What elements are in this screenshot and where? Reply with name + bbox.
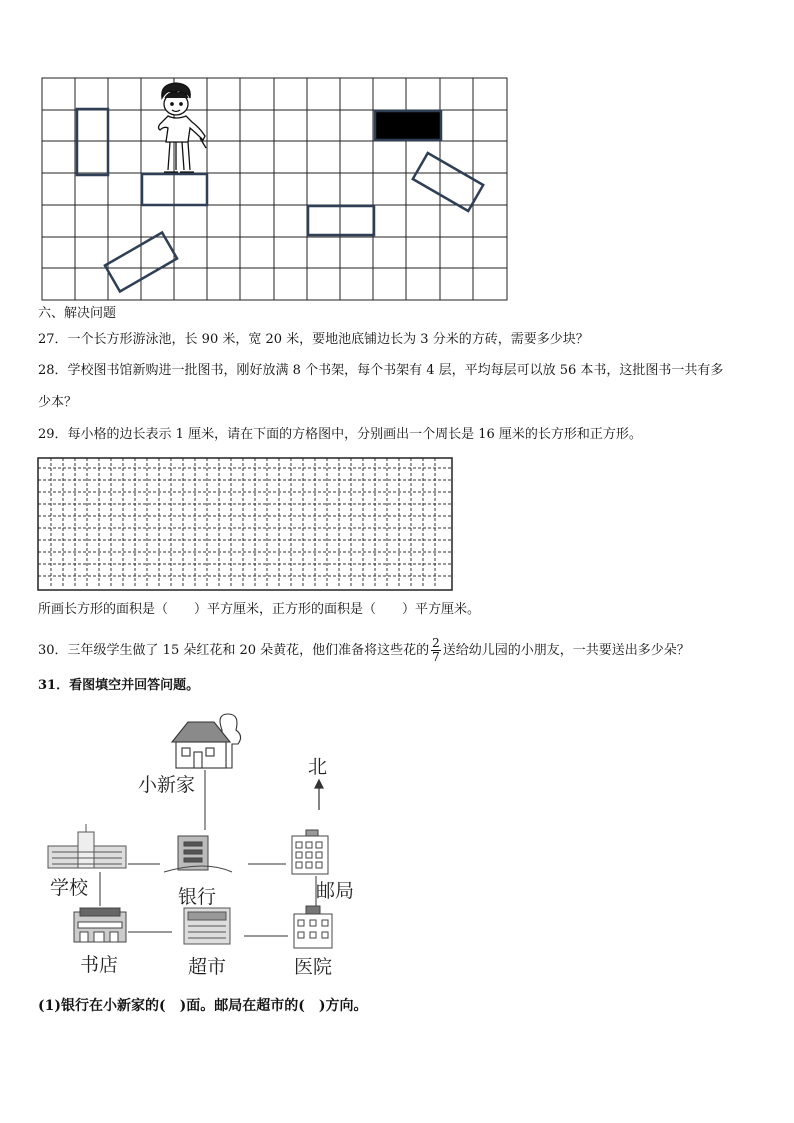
label-bookstore: 书店 <box>80 954 119 976</box>
middle-rectangle <box>308 206 374 235</box>
hospital-icon <box>294 906 332 948</box>
supermarket-icon <box>184 908 230 944</box>
label-hospital: 医院 <box>294 956 333 978</box>
question-31-sub1: (1)银行在小新家的( )面。邮局在超市的( )方向。 <box>38 998 368 1014</box>
question-30 <box>38 637 690 664</box>
label-north: 北 <box>308 756 328 778</box>
black-rectangle <box>375 111 441 140</box>
label-bank: 银行 <box>178 886 217 908</box>
dashed-grid-q29 <box>36 456 456 596</box>
map-figure <box>0 700 400 980</box>
label-post-office: 邮局 <box>316 880 355 902</box>
fraction-denominator: 7 <box>432 650 440 664</box>
boy-illustration <box>159 83 207 172</box>
fraction-two-sevenths <box>431 637 441 664</box>
school-icon <box>48 824 126 868</box>
label-supermarket: 超市 <box>188 956 227 978</box>
north-arrow <box>315 780 323 810</box>
bank-icon <box>164 836 232 872</box>
question-30-text-before: 30．三年级学生做了 15 朵红花和 20 朵黄花，他们准备将这些花的 <box>38 642 430 658</box>
fraction-numerator: 2 <box>432 636 440 650</box>
label-school: 学校 <box>50 877 89 899</box>
question-29-answer: 所画长方形的面积是（ ）平方厘米，正方形的面积是（ ）平方厘米。 <box>38 602 481 617</box>
question-28-line2: 少本？ <box>38 395 78 410</box>
question-31: 31．看图填空并回答问题。 <box>38 678 200 693</box>
vertical-rectangle <box>77 109 108 175</box>
question-28-line1: 28．学校图书馆新购进一批图书，刚好放满 8 个书架，每个书架有 4 层，平均每层可以放 56 本书，这批图书一共有多 <box>38 363 724 378</box>
bookstore-icon <box>74 908 126 942</box>
question-30-text-after: 送给幼儿园的小朋友，一共要送出多少朵？ <box>442 642 690 658</box>
question-27: 27．一个长方形游泳池，长 90 米，宽 20 米，要地池底铺边长为 3 分米的方砖，需要多少块？ <box>38 332 589 347</box>
question-29: 29．每小格的边长表示 1 厘米，请在下面的方格图中，分别画出一个周长是 16 厘米的长方形和正方形。 <box>38 427 642 442</box>
house-icon <box>172 714 241 768</box>
section-title: 六、解决问题 <box>38 306 117 321</box>
shape-grid-figure <box>0 0 794 310</box>
post-office-icon <box>292 830 328 874</box>
label-home: 小新家 <box>138 774 196 796</box>
